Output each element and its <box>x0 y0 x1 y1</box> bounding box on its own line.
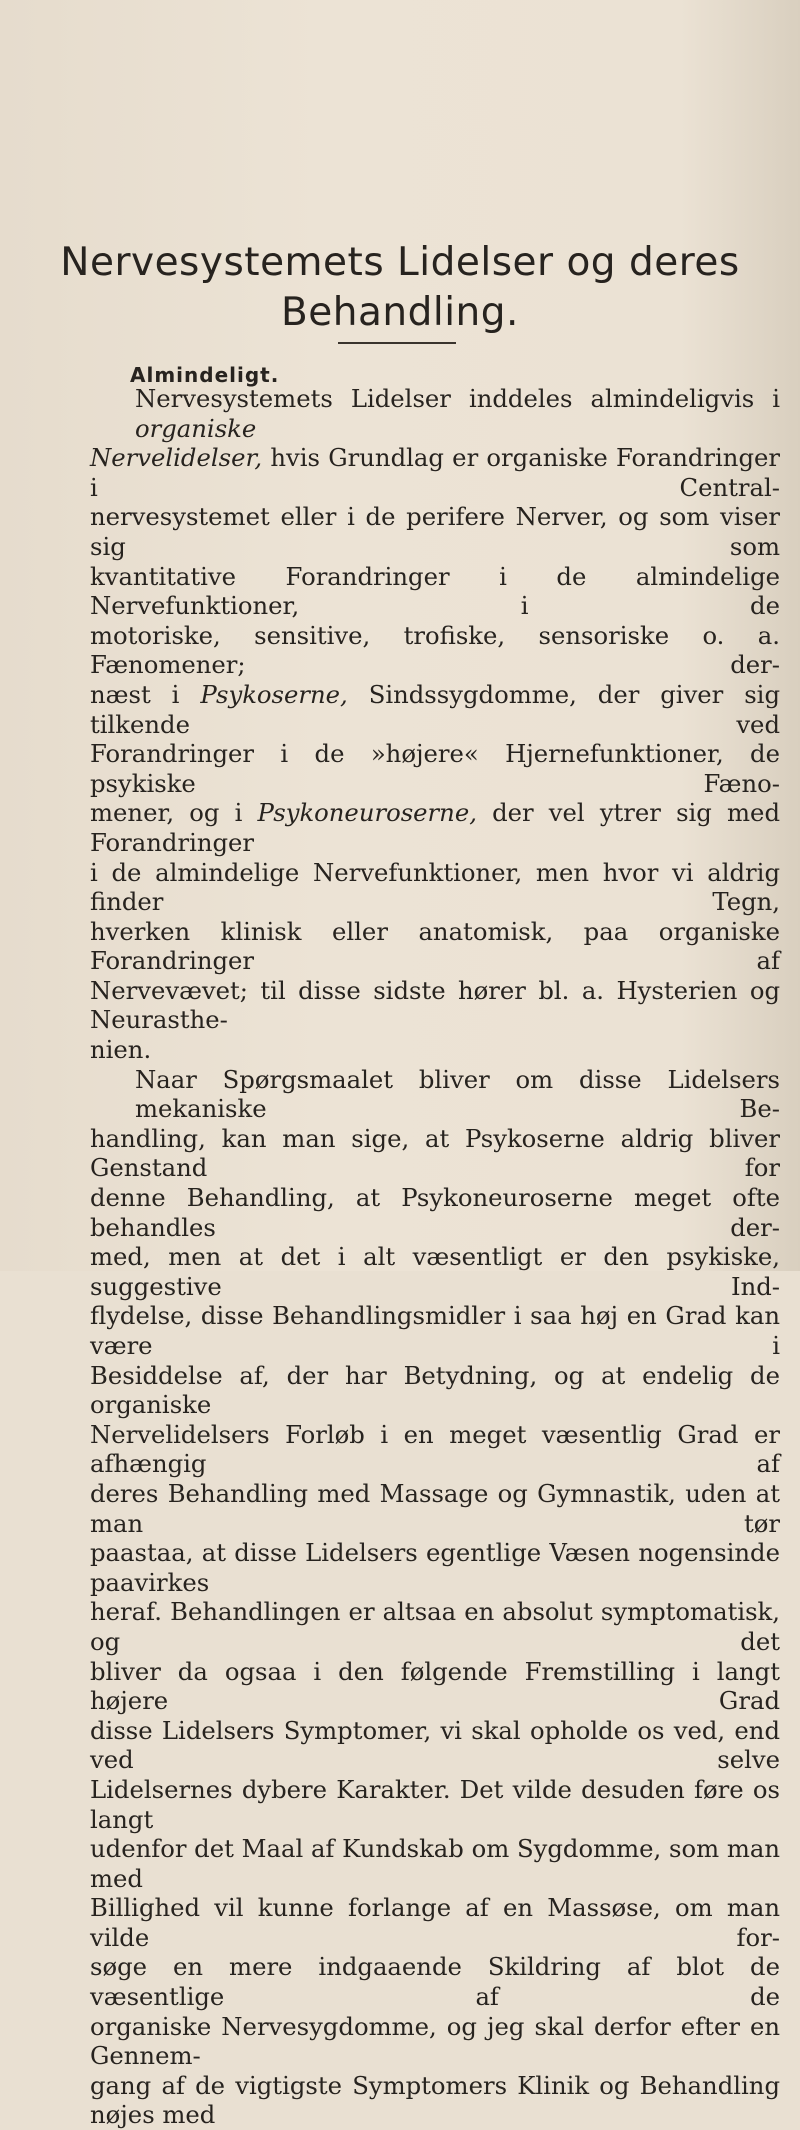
p2-line: Lidelsernes dybere Karakter. Det vilde desuden føre os langt <box>90 1774 780 1834</box>
p1-line: motoriske, sensitive, trofiske, sensoriske o. a. Fænomener; der- <box>90 620 780 680</box>
p2-line: Besiddelse af, der har Betydning, og at endelig de organiske <box>90 1360 780 1420</box>
p1-line: kvantitative Forandringer i de almindelige Nervefunktioner, i de <box>90 561 780 621</box>
p2-line: disse Lidelsers Symptomer, vi skal opholde os ved, end ved selve <box>90 1715 780 1775</box>
paragraph-1 <box>90 384 780 1065</box>
p2-line: Nervelidelsers Forløb i en meget væsentlig Grad er afhængig af <box>90 1419 780 1479</box>
p2-line: Billighed vil kunne forlange af en Massøse, om man vilde for- <box>90 1893 780 1952</box>
p2-line: gang af de vigtigste Symptomers Klinik og Behandling nøjes med <box>90 2070 780 2130</box>
p2-line: heraf. Behandlingen er altsaa en absolut symptomatisk, og det <box>90 1597 780 1656</box>
p1-line: hverken klinisk eller anatomisk, paa organiske Forandringer af <box>90 916 780 976</box>
p1-line: nien. <box>90 1035 152 1065</box>
p2-line: med, men at det i alt væsentligt er den psykiske, suggestive Ind- <box>90 1242 780 1301</box>
p1-line: Nervevævet; til disse sidste hører bl. a. Hysterien og Neurasthe- <box>90 975 780 1035</box>
body-text <box>90 384 780 2130</box>
p2-line: udenfor det Maal af Kundskab om Sygdomme, som man med <box>90 1834 781 1893</box>
p1-line: Forandringer i de »højere« Hjernefunktioner, de psykiske Fæno- <box>90 739 780 798</box>
title-divider <box>338 342 456 344</box>
p2-line: Naar Spørgsmaalet bliver om disse Lidelsers mekaniske Be- <box>135 1064 780 1124</box>
p1-line: nervesystemet eller i de perifere Nerver, og som viser sig som <box>90 502 780 561</box>
chapter-title <box>60 238 740 338</box>
p2-line: søge en mere indgaaende Skildring af blot de væsentlige af de <box>90 1952 780 2012</box>
p1-line: næst i Psykoserne, Sindssygdomme, der giver sig tilkende ved <box>90 679 780 739</box>
p2-line: denne Behandling, at Psykoneuroserne meget ofte behandles der- <box>90 1183 780 1242</box>
p2-line: bliver da ogsaa i den følgende Fremstilling i langt højere Grad <box>90 1656 780 1716</box>
p1-line: Nervelidelser, hvis Grundlag er organiske Forandringer i Central- <box>90 443 780 502</box>
p2-line: organiske Nervesygdomme, og jeg skal derfor efter en Gennem- <box>90 2011 780 2071</box>
title-line-1: Nervesystemets Lidelser og deres <box>60 240 740 285</box>
p2-line: handling, kan man sige, at Psykoserne aldrig bliver Genstand for <box>90 1123 780 1183</box>
paragraph-2 <box>90 1065 780 2130</box>
title-line-2: Behandling. <box>281 290 519 335</box>
p2-line: paastaa, at disse Lidelsers egentlige Væsen nogensinde paavirkes <box>90 1538 780 1597</box>
p1-line: mener, og i Psykoneuroserne, der vel ytrer sig med Forandringer <box>90 798 780 857</box>
p2-line: flydelse, disse Behandlingsmidler i saa høj en Grad kan være i <box>90 1301 780 1360</box>
section-heading: Almindeligt. <box>130 363 280 387</box>
p2-line: deres Behandling med Massage og Gymnastik, uden at man tør <box>90 1478 780 1538</box>
p1-line: i de almindelige Nervefunktioner, men hvor vi aldrig finder Tegn, <box>90 857 780 917</box>
p1-line: Nervesystemets Lidelser inddeles almindeligvis i organiske <box>135 384 780 443</box>
